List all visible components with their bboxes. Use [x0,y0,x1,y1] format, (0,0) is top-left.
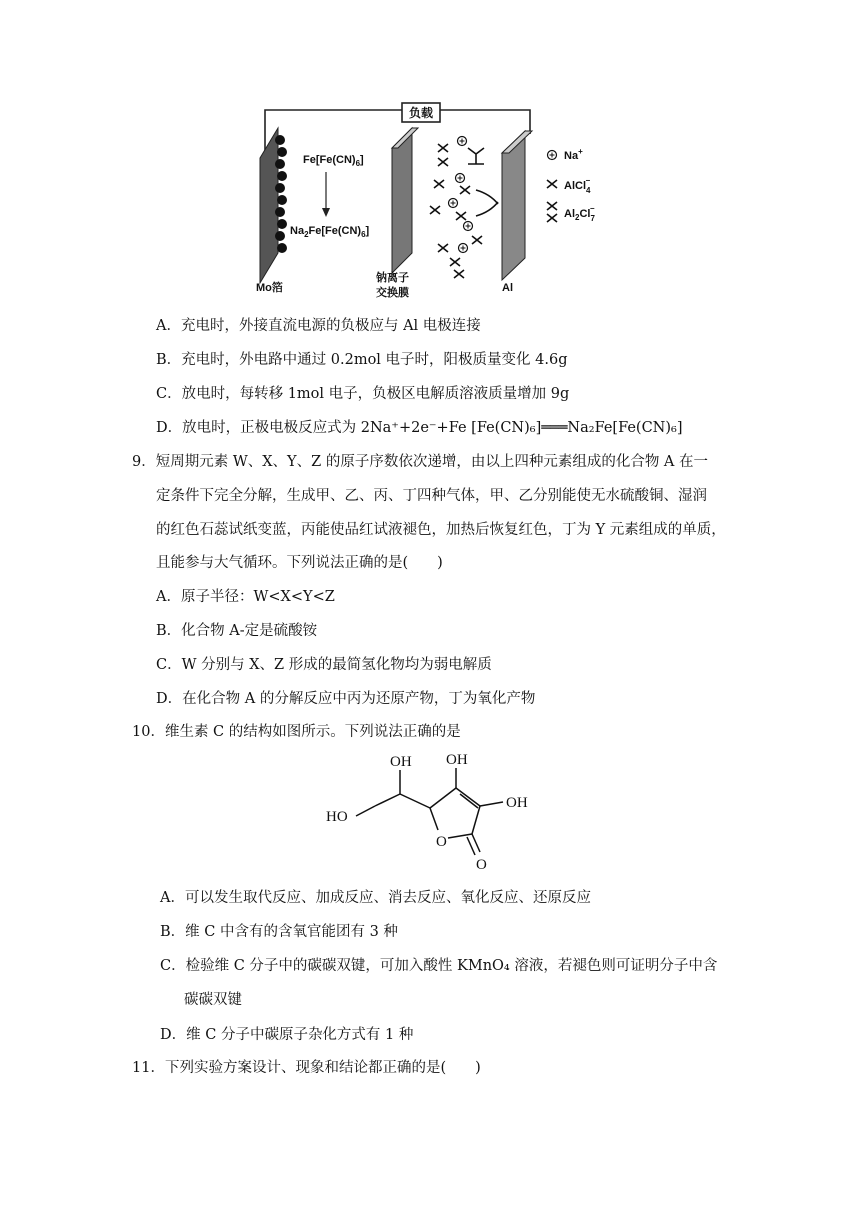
q10-option-c-cont: 碳碳双键 [184,992,242,1008]
q8-option-c: C．放电时，每转移 1mol 电子，负极区电解质溶液质量增加 9g [156,386,570,402]
electrolyte-ions [430,144,498,278]
al2cl7-legend-icon [547,202,557,222]
ion-exchange-membrane [392,128,412,273]
na-legend-label: Na+ [564,147,583,162]
top-compound-label: $Fe[Fe(CN)_6]$ [303,154,364,168]
al2cl7-legend-label: $Al_2Cl_7-$ [564,204,595,223]
q9-option-d: D．在化合物 A 的分解反应中丙为还原产物，丁为氧化产物 [156,691,536,707]
membrane-label-line1: 钠离子 [376,272,409,284]
load-label: 负载 [408,106,434,120]
q10-option-a: A．可以发生取代反应、加成反应、消去反应、氧化反应、还原反应 [160,890,591,906]
q8-option-b: B．充电时，外电路中通过 0.2mol 电子时，阳极质量变化 4.6g [156,352,568,368]
hydroxyl-label-3: OH [506,795,528,811]
q11-stem: 11．下列实验方案设计、现象和结论都正确的是( ) [132,1060,481,1076]
q10-stem: 10．维生素 C 的结构如图所示。下列说法正确的是 [132,724,461,740]
q8-option-a: A．充电时，外接直流电源的负极应与 Al 电极连接 [156,318,481,334]
q10-option-c: C．检验维 C 分子中的碳碳双键，可加入酸性 KMnO₄ 溶液，若褪色则可证明分子中含 [160,958,718,974]
q9-stem-line1: 9．短周期元素 W、X、Y、Z 的原子序数依次递增，由以上四种元素组成的化合物 A 在一 [132,454,709,470]
hydroxyl-label-2: OH [446,752,468,768]
hydroxyl-label-ho: HO [326,809,348,825]
battery-diagram [250,98,610,298]
q9-option-b: B．化合物 A-定是硫酸铵 [156,623,318,639]
q8-option-d: D．放电时，正极电极反应式为 2Na⁺+2e⁻+Fe [Fe(CN)₆]═══Na₂Fe[Fe(CN)₆] [156,420,683,436]
q10-option-b: B．维 C 中含有的含氧官能团有 3 种 [160,924,398,940]
q9-stem-line3: 的红色石蕊试纸变蓝，丙能使品红试液褪色，加热后恢复红色，丁为 Y 元素组成的单质， [156,522,726,538]
reaction-arrowhead [322,208,330,217]
q9-stem-line4: 且能参与大气循环。下列说法正确的是( ) [156,555,443,571]
q9-option-c: C．W 分别与 X、Z 形成的最简氢化物均为弱电解质 [156,657,492,673]
q10-option-d: D．维 C 分子中碳原子杂化方式有 1 种 [160,1027,414,1043]
vitamin-c-structure [320,748,550,878]
q9-stem-line2: 定条件下完全分解，生成甲、乙、丙、丁四种气体，甲、乙分别能使无水硫酸铜、湿润 [156,488,707,504]
molecule-bonds [356,768,503,855]
ring-oxygen-label: O [436,834,447,850]
alcl4-legend-icon [547,180,557,188]
mo-electrode [260,128,278,283]
membrane-label-line2: 交换膜 [376,287,409,298]
legend [547,147,595,223]
hydroxyl-label-1: OH [390,754,412,770]
alcl4-legend-label: AlCl$_4$− [564,176,591,195]
q9-option-a: A．原子半径：W<X<Y<Z [156,589,335,605]
mo-label: Mo箔 [256,282,283,294]
al-label: Al [502,282,513,294]
bottom-compound-label: $Na_2Fe[Fe(CN)_6]$ [290,225,370,239]
carbonyl-oxygen-label: O [476,857,487,873]
